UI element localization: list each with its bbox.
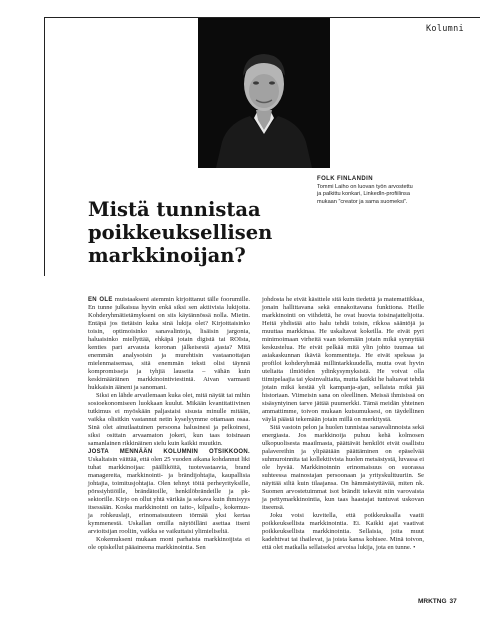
article-title: Mistä tunnistaa poikkeuksellisen markkinoijan?: [88, 198, 273, 267]
paragraph: [88, 296, 250, 392]
lead-in: EN OLE: [88, 297, 113, 303]
magazine-name: MRKTNG: [418, 598, 447, 605]
paragraph: johdosta he eivät käsittele sitä kuin tiedettä ja matematiikkaa, jonain hallittavana sekä ennakoitavana funktiona. Heille markkinointi on viihdettä, he ovat huovia toisinajattelijoita. Heitä yhdistää aito halu tehdä toisin, rikkoa sääntöjä ja muuttaa markkinaa. He uskaltavat kokeilla. He eivät pyri minimoimaan virheitä vaan tekemään jotain mikä synnyttää keskustelua. He eivät pelkää mitä ylin johto tuumaa tai asiakaskunnan ikäviä kommentteja. He eivät speksaa ja profiloi kohderyhmää millintarkkuudella, mutta ovat hyvin uteliaita ilmiöiden ydinkysymyksistä. He voivat olla tiimipelaajia tai yksinvaltiaita, mutta kaikki he haluavat tehdä jotain mikä kestää yli kampanja-ajan, sellaista mikä jää historiaan. Viimeisin sana on oleellinen. Meissä ihmisissä on sisäsyntyinen tarve jättää puumerkki. Tämä meidän yhteinen ammattimme, toivon mukaan kutsumuksesi, on täydellinen väylä päästä tekemään jotain millä on merkitystä.: [262, 296, 424, 424]
caption-name: FOLK FINLANDIN: [317, 176, 373, 182]
paragraph: [88, 448, 250, 536]
paragraph-text: Uskaltaisin väittää, että olen 25 vuoden aikana kohdannut liki tuhat markkinoijaa: päälliköitä, tuotevastaavia, brand managereita, markkinointi- ja brändijohtajia, kaupallisia johtajia, toimitusjohtajia. Olen tehnyt töitä perheyrityksille, pörssiyhtiöille, brändätoille, henkilöbrändeille ja pk-sektorille. Kirjo on ollut yhtä värikäs ja sekava kuin ihmisyys itsessään. Koska markkinointi on taito-, kilpailu-, kokemus- ja rohkeuslaji, erinomaisuuteen törmää yksi kertaa kymmenestä. Uskallan omilla näytöilläni asettaa itseni arvioitsijan rooliin, vaikka se vaikuttaisi ylimieliseltä.: [88, 456, 250, 536]
text-column-left: [88, 296, 250, 553]
caption-text: Tommi Laiho on luovan työn arvostettu ja palkittu konkari, LinkedIn-profiilinsa mukaan ”creator ja sama suomeksi”.: [317, 184, 413, 205]
lead-in: JOSTA MENNÄÄN KOLUMNIN OTSIKKOON.: [88, 449, 250, 456]
text-column-right: [262, 296, 424, 553]
page-number: 37: [449, 598, 457, 605]
paragraph-text: muistaakseni aiemmin kirjoittanut tälle foorumille. En tunne julkaisua hyvin enkä siksi sen aktiivisia lukijoita. Kohderyhmätietämykseni on siis käytännössä nolla. Mietin. Entäpä jos tietäisin kuka sinä lukija olet? Kirjoittaisinko toisin, optimoisinko sanavalintoja, lisäisin jargonia, haluaisinko miellyttää, ehkäpä jotain digistä tai ROIsta, kenties pari arvausta koronan jälkeisestä ajasta? Mitä enemmän analysoisin ja murehtisin vastaanottajan mielenmaisemaa, sitä enemmän teksti olisi täynnä kompromisseja ja tyhjiä lauseita – vähän kuin keskimääräinen markkinointiviestintä. Aivan varmasti hukkaisin ääneni ja sanomani.: [88, 296, 250, 392]
section-label: Kolumni: [426, 24, 464, 34]
paragraph: Joku voisi kuvitella, että poikkeuksalla vaatii poikkeuksellista markkinointia. Ei. Kaikki ajat vaativat poikkeuksellista markkinointia. Sellaisia, joita muut kadehtivat tai ihailevat, ja joista kansa kohisee. Minä toivon, että olet matkalla sellaiseksi arvoisa lukija, jota en tunne. •: [262, 512, 424, 552]
page-footer: [418, 598, 457, 605]
paragraph: Sitä vastoin pelon ja huolen tunnistaa sanavalinnoista sekä energiasta. Jos markkinoija puhuu kehä kolmosen ulkopuolisesta maailmasta, päättävät henkilöt eivät osallistu palavereihin ja ylipäätään päättäminen on epäselvää suhmuroinnita tai kollektiivista huolen metsästystä, luvassa ei ole hyvää. Markkinoinnin erinomaisuus on suorassa suhteessa mainostajan persoonaan ja yrityskulttuuriin. Se näyttää siltä kuin tilaajansa. On hämmästyttävää, miten nk. Suomen arvostetuimmat isot brändit tekevät niin varovaista ja pettymarkkinointia, kun taas haastajat tuntuvat uskovan itseensä.: [262, 424, 425, 512]
author-photo: [198, 18, 330, 168]
paragraph: Kokemukseni mukaan moni parhaista markkinoijista ei ole opiskellut pääaineena markkinointia. Sen: [88, 536, 250, 552]
paragraph: Siksi en lähde arvailemaan kuka olet, mitä näytät tai mihin sosioekonomiseen luokkaan kuulut. Mikään kvantitatiivinen tutkimus ei myöskään paljastaisi sisusta minulle mitään, vaikka olisitkin vastannut netin kyselyymme ottamaan osaa. Sinä olet ainutlaatuinen persoona halusinesi ja pelkoinesi, siksi osittain arvaamaton jokeri, kun taas toisinaan samanlainen rikkinäinen sielu kuin kaikki muutkin.: [88, 392, 250, 448]
